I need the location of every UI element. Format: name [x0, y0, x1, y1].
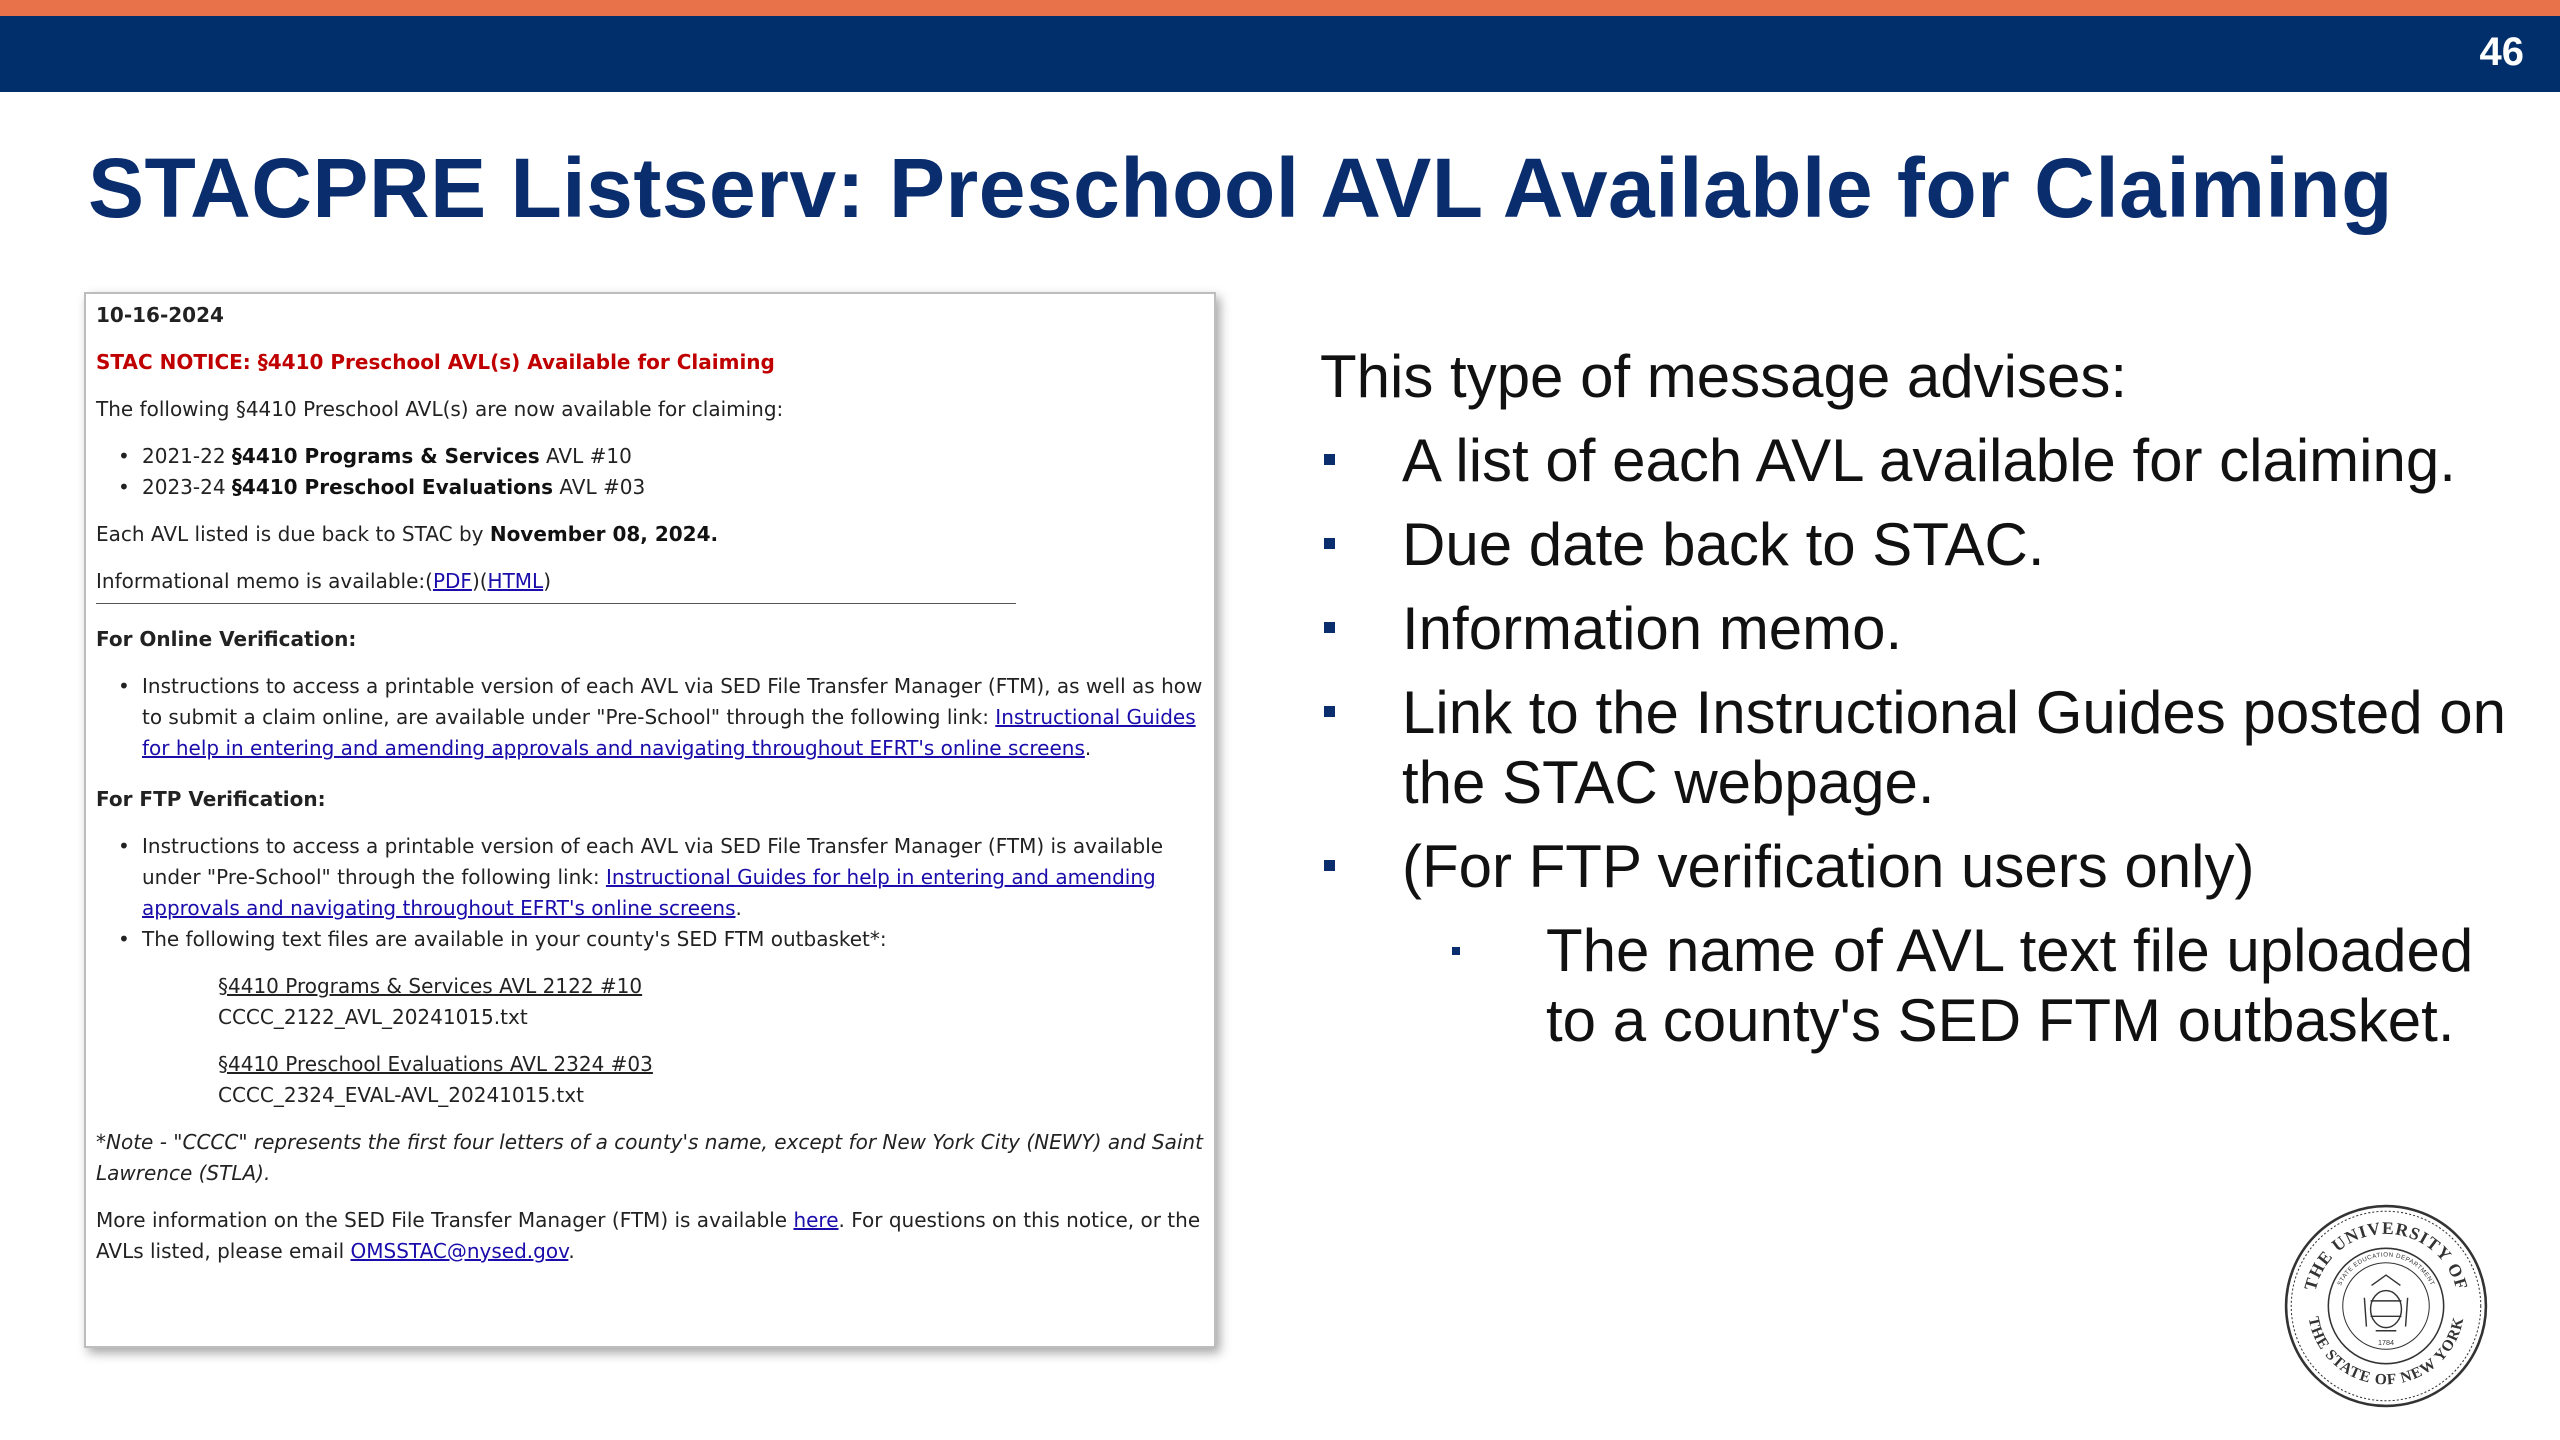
summary-bullet-text: (For FTP verification users only) — [1402, 833, 2255, 900]
avl-list — [96, 441, 1204, 503]
summary-bullet — [1320, 594, 2520, 664]
avl-program: §4410 Programs & Services — [231, 444, 540, 468]
email-date: 10-16-2024 — [96, 303, 224, 327]
ftp-verification-heading: For FTP Verification: — [96, 787, 326, 811]
square-bullet-icon — [1452, 947, 1460, 955]
summary-bullet-text: Due date back to STAC. — [1402, 511, 2045, 578]
avl-list-item — [142, 441, 1204, 472]
summary-sub-bullet — [1320, 916, 2520, 1056]
instructional-guides-link-ftp[interactable]: Instructional Guides for help in entering and amending approvals and navigating throughout EFRT's online screens — [142, 865, 1156, 920]
file-label: §4410 Programs & Services AVL 2122 #10 — [218, 974, 643, 998]
file-label: §4410 Preschool Evaluations AVL 2324 #03 — [218, 1052, 653, 1076]
avl-year: 2023-24 — [142, 475, 232, 499]
square-bullet-icon — [1324, 538, 1335, 549]
online-verification-heading: For Online Verification: — [96, 627, 357, 651]
instructional-guides-link[interactable]: Instructional Guides for help in entering and amending approvals and navigating throughout EFRT's online screens — [142, 705, 1196, 760]
divider — [96, 603, 1016, 604]
university-seal-icon — [2283, 1203, 2489, 1409]
list-item — [142, 924, 1204, 955]
svg-text:STATE EDUCATION DEPARTMENT — [2336, 1252, 2435, 1287]
file-name: CCCC_2324_EVAL-AVL_20241015.txt — [218, 1083, 584, 1107]
square-bullet-icon — [1324, 706, 1335, 717]
summary-bullet-text: Information memo. — [1402, 595, 1903, 662]
ftp-instructions: Instructions to access a printable version of each AVL via SED File Transfer Manager (FTM) is available under "Pre-School" through the following link: — [142, 834, 1164, 889]
memo-pdf-link[interactable]: PDF — [432, 569, 472, 593]
contact-email-link[interactable]: OMSSTAC@nysed.gov — [350, 1239, 569, 1263]
seal-top-text: THE UNIVERSITY OF — [2299, 1217, 2473, 1293]
memo-label: Informational memo is available: — [96, 569, 426, 593]
online-instructions: Instructions to access a printable version of each AVL via SED File Transfer Manager (FTM), as well as how to submit a claim online, are available under "Pre-School" through the following link: — [142, 674, 1203, 729]
summary-bullet — [1320, 510, 2520, 580]
due-date-label: Each AVL listed is due back to STAC by — [96, 522, 490, 546]
svg-text:THE STATE OF NEW YORK — [2305, 1315, 2468, 1389]
file-entry — [218, 1049, 1204, 1111]
more-info-line: More information on the SED File Transfer Manager (FTM) is available here. For questions on this notice, or the AVLs listed, please email OMSSTAC@nysed.gov. — [96, 1208, 1201, 1263]
county-code-note: *Note - "CCCC" represents the first four letters of a county's name, except for New York City (NEWY) and Saint Lawrence (STLA). — [96, 1130, 1203, 1185]
avl-program: §4410 Preschool Evaluations — [231, 475, 554, 499]
avl-list-item — [142, 472, 1204, 503]
email-intro: The following §4410 Preschool AVL(s) are now available for claiming: — [96, 397, 784, 421]
slide-number: 46 — [2479, 30, 2524, 74]
file-name: CCCC_2122_AVL_20241015.txt — [218, 1005, 528, 1029]
more-info-text: More information on the SED File Transfer Manager (FTM) is available — [96, 1208, 794, 1232]
ftp-verification-list — [96, 831, 1204, 955]
questions-text: . For questions on this notice, or the AVLs listed, please email — [96, 1208, 1201, 1263]
summary-bullet-text: A list of each AVL available for claiming. — [1402, 427, 2456, 494]
header-bar — [0, 16, 2560, 92]
seal-inner-text: STATE EDUCATION DEPARTMENT — [2336, 1251, 2436, 1287]
memo-html-link[interactable]: HTML — [487, 569, 544, 593]
avl-number: AVL #10 — [539, 444, 632, 468]
summary-sub-bullet-text: The name of AVL text file uploaded to a county's SED FTM outbasket. — [1546, 917, 2474, 1054]
due-date-line — [96, 519, 1204, 550]
seal-bottom-text: THE STATE OF NEW YORK — [2304, 1314, 2468, 1389]
square-bullet-icon — [1324, 454, 1335, 465]
summary-list — [1320, 426, 2520, 1056]
summary-panel — [1320, 342, 2520, 1070]
list-item: • Instructions to access a printable version of each AVL via SED File Transfer Manager (FTM), as well as how to submit a claim online, are available under "Pre-School" through the following link: Instructional Guides for help in entering and amending approvals and navigating throughout EFRT's online screens. — [142, 671, 1204, 764]
summary-bullet — [1320, 678, 2520, 818]
square-bullet-icon — [1324, 622, 1335, 633]
avl-year: 2021-22 — [142, 444, 232, 468]
due-date-value: November 08, 2024. — [489, 522, 719, 546]
file-entry — [218, 971, 1204, 1033]
ftp-files-intro: The following text files are available in your county's SED FTM outbasket*: — [142, 927, 887, 951]
email-notice-title: STAC NOTICE: §4410 Preschool AVL(s) Available for Claiming — [96, 350, 775, 374]
summary-bullet — [1320, 832, 2520, 902]
accent-bar — [0, 0, 2560, 16]
ftm-info-link[interactable]: here — [793, 1208, 839, 1232]
summary-bullet-text: Link to the Instructional Guides posted on the STAC webpage. — [1402, 679, 2507, 816]
slide-title: STACPRE Listserv: Preschool AVL Available for Claiming — [88, 141, 2393, 235]
online-verification-list — [96, 671, 1204, 764]
summary-intro: This type of message advises: — [1320, 343, 2128, 410]
summary-bullet — [1320, 426, 2520, 496]
square-bullet-icon — [1324, 860, 1335, 871]
email-screenshot — [84, 292, 1216, 1348]
avl-number: AVL #03 — [553, 475, 646, 499]
list-item: • Instructions to access a printable version of each AVL via SED File Transfer Manager (FTM) is available under "Pre-School" through the following link: Instructional Guides for help in entering and amending approvals and navigating throughout EFRT's online screens. — [142, 831, 1204, 924]
seal-year: 1784 — [2377, 1338, 2395, 1348]
memo-line: Informational memo is available:(PDF)(HTML) — [96, 569, 552, 593]
